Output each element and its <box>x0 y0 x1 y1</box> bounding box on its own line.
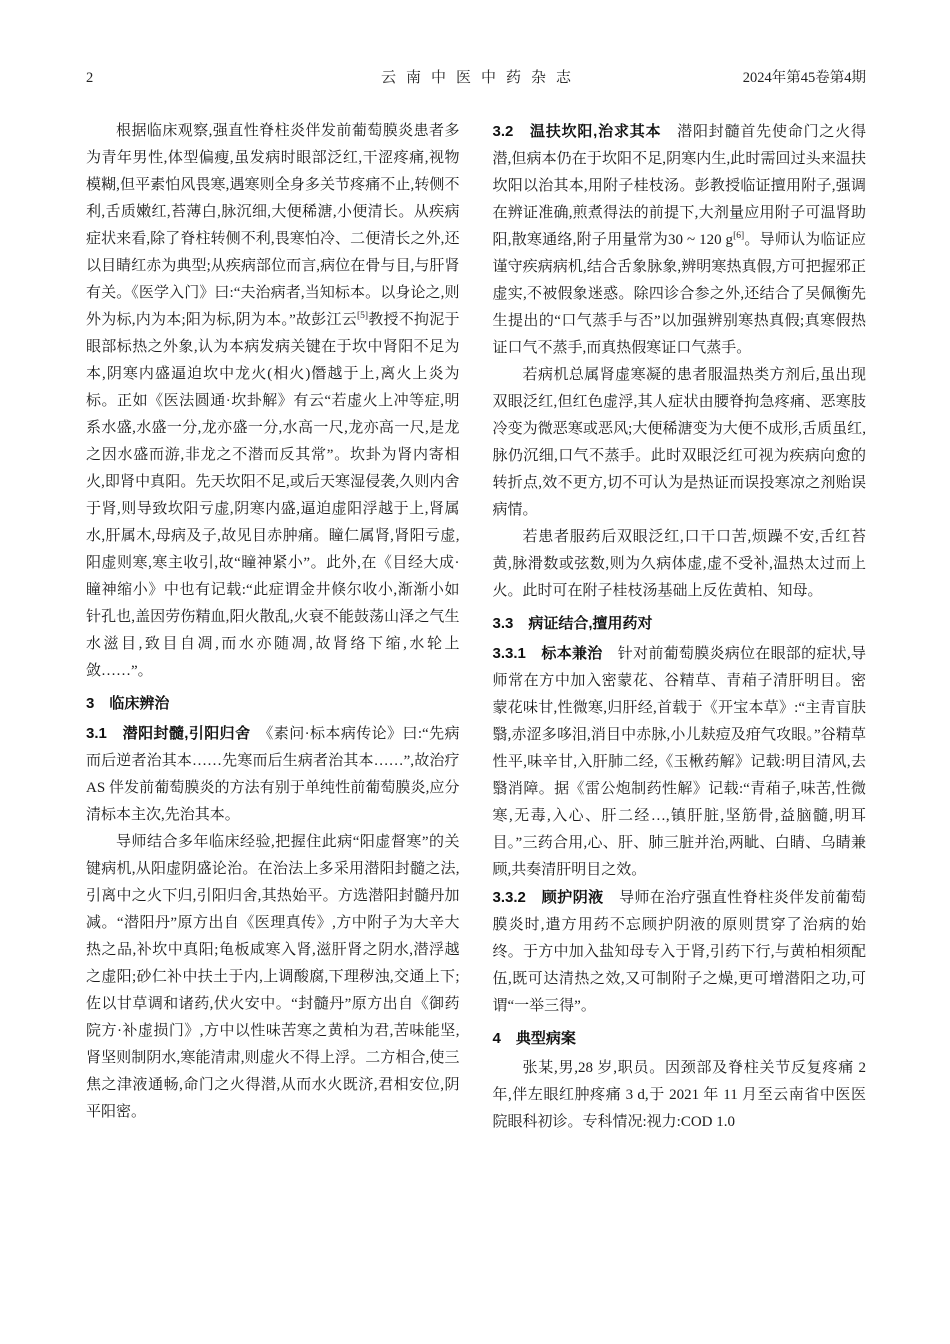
section-heading <box>493 1025 867 1052</box>
right-column <box>493 118 867 1136</box>
paragraph <box>86 720 460 829</box>
paragraph <box>493 524 867 605</box>
run-in-heading: 3.3.1 标本兼治 <box>492 645 603 662</box>
page-number: 2 <box>86 70 94 86</box>
paragraph <box>493 884 867 1020</box>
paragraph <box>493 1055 867 1136</box>
text-run: 若患者服药后双眼泛红,口干口苦,烦躁不安,舌红苔黄,脉滑数或弦数,则为久病体虚,虚不受补,温热太过而上火。此时可在附子桂枝汤基础上反佐黄柏、知母。 <box>492 529 866 599</box>
paragraph <box>493 640 867 884</box>
paragraph <box>493 118 867 362</box>
text-run: 若病机总属肾虚寒凝的患者服温热类方剂后,虽出现双眼泛红,但红色虚浮,其人症状由腰脊拘急疼痛、恶寒肢冷变为微恶寒或恶风;大便稀溏变为大便不成形,舌质虽红,脉仍沉细,口气不蒸手。此时双眼泛红可视为疾病向愈的转折点,效不更方,切不可认为是热证而误投寒凉之剂贻误病情。 <box>492 367 866 518</box>
text-run: 张某,男,28 岁,职员。因颈部及脊柱关节反复疼痛 2 年,伴左眼红肿疼痛 3 d,于 2021 年 11 月至云南省中医医院眼科初诊。专科情况:视力:COD 1.0 <box>492 1060 866 1130</box>
run-in-heading: 3.3.2 顾护阴液 <box>492 889 604 906</box>
citation-ref: [6] <box>733 231 745 241</box>
page-header <box>86 66 866 87</box>
text-run: 。导师认为临证应谨守疾病病机,结合舌象脉象,辨明寒热真假,方可把握邪正虚实,不被假象迷惑。除四诊合参之外,还结合了吴佩衡先生提出的“口气蒸手与否”以加强辨别寒热真假;真寒假热证口气不蒸手,而真热假寒证口气蒸手。 <box>492 232 866 356</box>
text-run: 《素问·标本病传论》曰:“先病而后逆者治其本……先寒而后生病者治其本……”,故治疗 AS 伴发前葡萄膜炎的方法有别于单纯性前葡萄膜炎,应分清标本主次,先治其本。 <box>86 726 460 823</box>
run-in-heading: 3.2 温扶坎阳,治求其本 <box>492 123 662 140</box>
text-run: 导师结合多年临床经验,把握住此病“阳虚督寒”的关键病机,从阳虚阴盛论治。在治法上多采用潜阳封髓之法,引离中之火下归,引阳归舍,其热始平。方选潜阳封髓丹加减。“潜阳丹”原方出自《医理真传》,方中附子为大辛大热之品,补坎中真阳;龟板咸寒入肾,滋肝肾之阴水,潜浮越之虚阳;砂仁补中扶土于内,上调酸腐,下理秽浊,交通上下;佐以甘草调和诸药,伏火安中。“封髓丹”原方出自《御药院方·补虚损门》,方中以性味苦寒之黄柏为君,苦味能坚,肾坚则制阴水,寒能清肃,则虚火不得上浮。二方相合,使三焦之津液通畅,命门之火得潜,从而水火既济,君相安位,阴平阳密。 <box>86 834 460 1120</box>
text-run: 潜阳封髓首先使命门之火得潜,但病本仍在于坎阳不足,阴寒内生,此时需回过头来温扶坎阳以治其本,用附子桂枝汤。彭教授临证擅用附子,强调在辨证准确,煎煮得法的前提下,大剂量应用附子可温肾助阳,散寒通络,附子用量常为30 ~ 120 g <box>492 124 866 248</box>
run-in-heading: 3.1 潜阳封髓,引阳归舍 <box>86 725 251 742</box>
run-in-heading: 3.3 病证结合,擅用药对 <box>492 615 653 632</box>
article-body <box>86 118 866 1136</box>
issue-info: 2024年第45卷第4期 <box>742 70 866 86</box>
text-run: 根据临床观察,强直性脊柱炎伴发前葡萄膜炎患者多为青年男性,体型偏瘦,虽发病时眼部泛红,干涩疼痛,视物模糊,但平素怕风畏寒,遇寒则全身多关节疼痛不止,转侧不利,舌质嫩红,苔薄白,脉沉细,大便稀溏,小便清长。从疾病症状来看,除了脊柱转侧不利,畏寒怕冷、二便清长之外,还以目睛红赤为典型;从疾病部位而言,病位在骨与目,与肝肾有关。《医学入门》曰:“夫治病者,当知标本。以身论之,则外为标,内为本;阳为标,阴为本。”故彭江云 <box>86 123 460 328</box>
paragraph <box>86 829 460 1126</box>
run-in-heading: 4 典型病案 <box>492 1030 576 1047</box>
text-run: 导师在治疗强直性脊柱炎伴发前葡萄膜炎时,遣方用药不忘顾护阴液的原则贯穿了治病的始终。于方中加入盐知母专入于肾,引药下行,与黄柏相须配伍,既可达清热之效,又可制附子之燥,更可增潜阳之功,可谓“一举三得”。 <box>492 890 866 1014</box>
text-run: 教授不拘泥于眼部标热之外象,认为本病发病关键在于坎中肾阳不足为本,阴寒内盛逼迫坎中龙火(相火)僭越于上,离火上炎为标。正如《医法圆通·坎卦解》有云“若虚火上冲等症,明系水盛,水盛一分,龙亦盛一分,水高一尺,龙亦高一尺,是龙之因水盛而游,非龙之不潜而反其常”。坎卦为肾内寄相火,即肾中真阳。先天坎阳不足,或后天寒湿侵袭,久则内舍于肾,则导致坎阳亏虚,阴寒内盛,逼迫虚阳浮越于上,肾属水,肝属木,母病及子,故见目赤肿痛。瞳仁属肾,肾阳亏虚,阳虚则寒,寒主收引,故“瞳神紧小”。此外,在《目经大成·瞳神缩小》中也有记载:“此症谓金井倏尔收小,渐渐小如针孔也,盖因劳伤精血,阳火散乱,火衰不能鼓荡山泽之气生水滋目,致目自凋,而水亦随凋,故肾络下缩,水轮上敛……”。 <box>86 312 460 679</box>
section-heading <box>86 690 460 717</box>
paragraph <box>493 362 867 524</box>
text-run: 针对前葡萄膜炎病位在眼部的症状,导师常在方中加入密蒙花、谷精草、青葙子清肝明目。密蒙花味甘,性微寒,归肝经,首载于《开宝本草》:“主青盲肤翳,赤涩多哆泪,消目中赤脉,小儿麸痘及疳气攻眼。”谷精草性平,味辛甘,入肝肺二经,《玉楸药解》记载:明目清风,去翳消障。据《雷公炮制药性解》记载:“青葙子,味苦,性微寒,无毒,入心、肝二经…,镇肝脏,坚筋骨,益脑髓,明耳目。”三药合用,心、肝、肺三脏并治,两眦、白睛、乌睛兼顾,共奏清肝明目之效。 <box>492 646 866 878</box>
citation-ref: [5] <box>356 311 369 321</box>
section-heading <box>493 610 867 637</box>
journal-title: 云南中医中药杂志 <box>380 70 581 86</box>
run-in-heading: 3 临床辨治 <box>86 695 170 712</box>
left-column <box>86 118 460 1136</box>
paragraph <box>86 118 460 685</box>
